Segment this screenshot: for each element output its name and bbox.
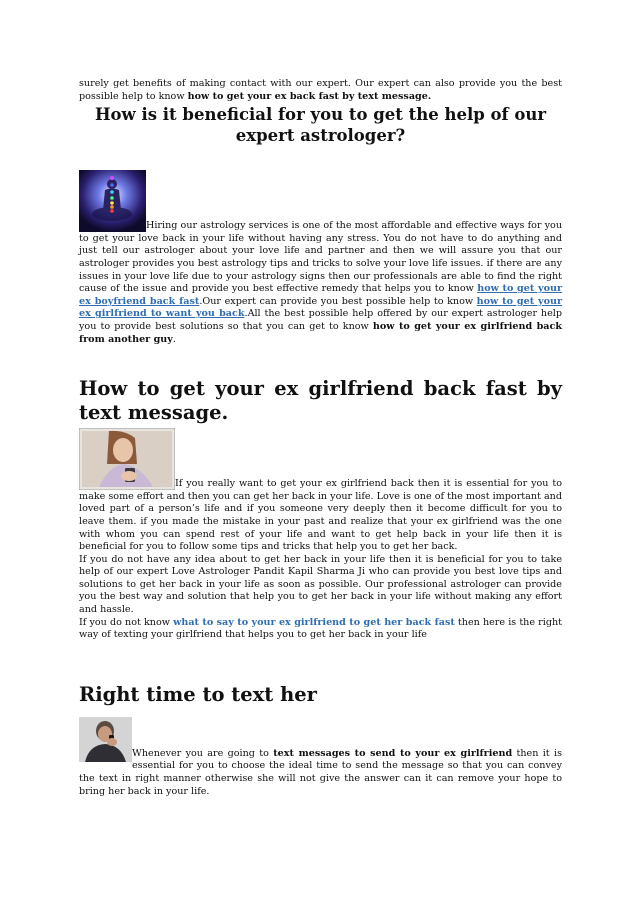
man-with-phone-image	[79, 717, 132, 762]
section3-paragraph: Whenever you are going to text messages to send to your ex girlfriend then it is essential for you to choose the ideal time to send the message so that you can convey the text in right manner otherwise she will not give the answer can it can remove your hope to bring her back in your life.	[79, 747, 562, 797]
section2-paragraph3: If you do not know what to say to your ex girlfriend to get her back fast then here is the right way of texting your girlfriend that helps you to get her back in your life	[79, 616, 562, 641]
section1-paragraph: Hiring our astrology services is one of the most affordable and effective ways for you to get your love back in your life without having any stress. You do not have to do anything and just tell our astrologer about your love life and partner and then we will assure you that our astrologer provides you best astrology tips and tricks to solve your love life issues. if there are any issues in your love life due to your astrology signs then our professionals are able to find the right cause of the issue and provide you best effective remedy that helps you to know how to get your ex boyfriend back fast.Our expert can provide you best possible help to know how to get your ex girlfriend to want you back.All the best possible help offered by our expert astrologer help you to provide best solutions so that you can get to know how to get your ex girlfriend back from another guy.	[79, 220, 563, 345]
woman-texting-phone-image	[79, 428, 175, 490]
link-ex-girlfriend-want-you-back[interactable]: how to get your ex girlfriend to want you back	[79, 295, 563, 320]
section-astrologer-benefits	[79, 170, 562, 346]
bold-ex-girlfriend-another-guy: how to get your ex girlfriend back from another guy	[79, 320, 563, 345]
intro-bold-phrase: how to get your ex back fast by text message.	[187, 90, 432, 102]
link-what-to-say-ex-girlfriend[interactable]: what to say to your ex girlfriend to get her back fast	[173, 616, 455, 628]
section2-paragraph1: If you really want to get your ex girlfriend back then it is essential for you to make some effort and then you can get her back in your life. Love is one of the most important and loved part of a person’s life and if you someone very deeply then it become difficult for you to leave them. if you made the mistake in your past and realize that your ex girlfriend was the one with whom you can spend rest of your life and want to get help back in your life then it is beneficial for you to follow some tips and tricks that help you to get her back.	[79, 478, 562, 553]
intro-paragraph: surely get benefits of making contact with our expert. Our expert can also provide you the best possible help to know how to get your ex back fast by text message.	[79, 78, 562, 102]
bold-text-messages-ex-girlfriend: text messages to send to your ex girlfriend	[273, 747, 513, 759]
heading-text-message: How to get your ex girlfriend back fast by text message.	[79, 377, 562, 425]
link-ex-boyfriend-back-fast[interactable]: how to get your ex boyfriend back fast	[79, 283, 562, 307]
meditation-chakra-image	[79, 170, 146, 232]
document-page	[79, 78, 562, 798]
section-right-time	[79, 717, 562, 798]
section2-paragraph2: If you do not have any idea about to get her back in your life then it is beneficial for you to take help of our expert Love Astrologer Pandit Kapil Sharma Ji who can provide you best love tips and solutions to get her back in your life as soon as possible. Our professional astrologer can provide you the best way and solution that help you to get her back in your life without making any effort and hassle.	[79, 553, 562, 616]
section-text-message	[79, 428, 562, 642]
heading-right-time: Right time to text her	[79, 682, 317, 706]
heading-beneficial-astrologer: How is it beneficial for you to get the help of our expert astrologer?	[94, 105, 547, 146]
